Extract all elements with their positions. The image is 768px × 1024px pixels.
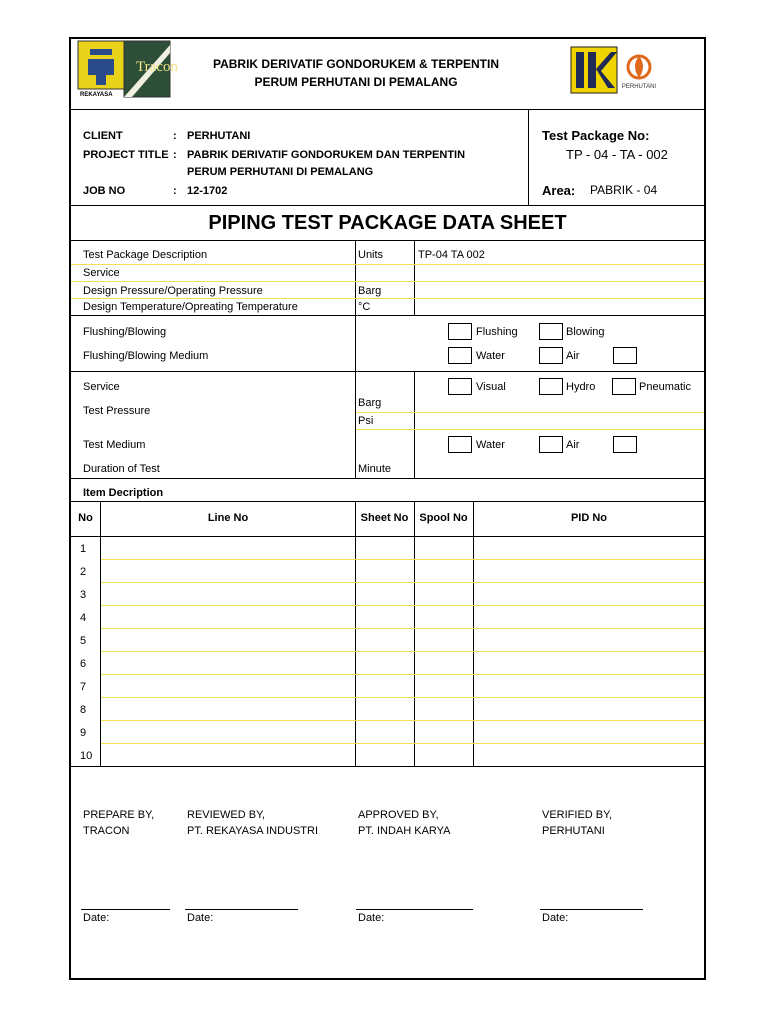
verified-signature-line	[540, 909, 643, 910]
hydro-checkbox[interactable]	[539, 378, 563, 395]
service-label: Service	[83, 267, 120, 279]
verified-by-company: PERHUTANI	[542, 825, 605, 837]
column-header-sheet-no: Sheet No	[360, 512, 409, 524]
duration-unit: Minute	[358, 463, 392, 475]
header-title-line1: PABRIK DERIVATIF GONDORUKEM & TERPENTIN	[212, 57, 499, 71]
perhutani-logo	[619, 52, 659, 92]
tracon-logo-text: Tracon	[136, 59, 178, 75]
column-header-no: No	[78, 512, 93, 524]
row-divider	[101, 697, 704, 698]
job-label: JOB NO	[83, 185, 126, 197]
flushing-air-checkbox[interactable]	[539, 347, 563, 364]
reviewed-date-label: Date:	[187, 912, 214, 924]
row-number: 2	[80, 566, 87, 578]
design-pressure-label: Design Pressure/Operating Pressure	[83, 285, 263, 297]
flushing-other-checkbox[interactable]	[613, 347, 637, 364]
prepared-date-label: Date:	[83, 912, 110, 924]
row-number: 7	[80, 681, 87, 693]
approved-date-label: Date:	[358, 912, 385, 924]
flushing-water-label: Water	[476, 350, 505, 362]
flushing-blowing-label: Flushing/Blowing	[83, 326, 167, 338]
test-package-value: TP - 04 - TA - 002	[566, 147, 668, 162]
test-package-label: Test Package No:	[542, 128, 650, 143]
pneumatic-option-label: Pneumatic	[639, 381, 691, 393]
flushing-checkbox[interactable]	[448, 323, 472, 340]
row-number: 4	[80, 612, 87, 624]
row-divider	[101, 720, 704, 721]
flushing-option-label: Flushing	[476, 326, 518, 338]
row-divider	[101, 674, 704, 675]
row-divider	[101, 628, 704, 629]
row-divider	[101, 582, 704, 583]
approved-signature-line	[356, 909, 473, 910]
test-pressure-label: Test Pressure	[83, 405, 151, 417]
area-value: PABRIK - 04	[590, 183, 658, 197]
row-number: 8	[80, 704, 87, 716]
units-label: Units	[358, 249, 384, 261]
reviewed-signature-line	[185, 909, 298, 910]
row-number: 1	[80, 543, 87, 555]
test-other-checkbox[interactable]	[613, 436, 637, 453]
test-medium-label: Test Medium	[83, 439, 146, 451]
item-description-label: Item Decription	[83, 487, 164, 499]
project-label: PROJECT TITLE	[83, 149, 169, 161]
row-divider	[101, 559, 704, 560]
project-colon: :	[173, 149, 177, 161]
blowing-option-label: Blowing	[566, 326, 605, 338]
prepared-signature-line	[81, 909, 170, 910]
row-divider	[101, 605, 704, 606]
test-pressure-unit-psi: Psi	[358, 415, 374, 427]
ik-logo-text: IK	[577, 50, 578, 51]
ik-logo	[571, 47, 617, 93]
duration-label: Duration of Test	[83, 463, 160, 475]
design-temperature-unit: °C	[358, 301, 371, 313]
flushing-medium-label: Flushing/Blowing Medium	[83, 350, 209, 362]
rekayasa-logo-text: REKAYASA	[80, 92, 113, 98]
row-number: 3	[80, 589, 87, 601]
prepared-by-label: PREPARE BY,	[83, 809, 155, 821]
row-number: 9	[80, 727, 87, 739]
test-water-label: Water	[476, 439, 505, 451]
area-label: Area:	[542, 183, 576, 198]
approved-by-company: PT. INDAH KARYA	[358, 825, 451, 837]
row-number: 10	[80, 750, 93, 762]
design-temperature-label: Design Temperature/Opreating Temperature	[83, 301, 298, 313]
prepared-by-company: TRACON	[83, 825, 130, 837]
flushing-water-checkbox[interactable]	[448, 347, 472, 364]
client-colon: :	[173, 130, 177, 142]
approved-by-label: APPROVED BY,	[358, 809, 439, 821]
test-pressure-unit-barg: Barg	[358, 397, 382, 409]
project-value-line2: PERUM PERHUTANI DI PEMALANG	[187, 166, 374, 178]
header-title-line2: PERUM PERHUTANI DI PEMALANG	[254, 75, 458, 89]
job-value: 12-1702	[187, 185, 228, 197]
column-header-spool-no: Spool No	[419, 512, 468, 524]
visual-checkbox[interactable]	[448, 378, 472, 395]
row-divider	[101, 651, 704, 652]
column-header-line-no: Line No	[207, 512, 249, 524]
client-value: PERHUTANI	[187, 130, 251, 142]
reviewed-by-label: REVIEWED BY,	[187, 809, 266, 821]
verified-date-label: Date:	[542, 912, 569, 924]
blowing-checkbox[interactable]	[539, 323, 563, 340]
hydro-option-label: Hydro	[566, 381, 596, 393]
sheet-title: PIPING TEST PACKAGE DATA SHEET	[208, 212, 567, 234]
test-package-description-value: TP-04 TA 002	[418, 249, 485, 261]
test-water-checkbox[interactable]	[448, 436, 472, 453]
row-number: 6	[80, 658, 87, 670]
test-package-description-label: Test Package Description	[83, 249, 208, 261]
visual-option-label: Visual	[476, 381, 506, 393]
client-label: CLIENT	[83, 130, 123, 142]
flushing-air-label: Air	[566, 350, 580, 362]
row-divider	[101, 743, 704, 744]
perhutani-logo-text: PERHUTANI	[621, 84, 657, 90]
test-air-checkbox[interactable]	[539, 436, 563, 453]
row-number: 5	[80, 635, 87, 647]
test-air-label: Air	[566, 439, 580, 451]
reviewed-by-company: PT. REKAYASA INDUSTRI	[187, 825, 319, 837]
document-frame	[69, 37, 706, 980]
test-service-label: Service	[83, 381, 120, 393]
pneumatic-checkbox[interactable]	[612, 378, 636, 395]
job-colon: :	[173, 185, 177, 197]
verified-by-label: VERIFIED BY,	[542, 809, 613, 821]
design-pressure-unit: Barg	[358, 285, 382, 297]
project-value-line1: PABRIK DERIVATIF GONDORUKEM DAN TERPENTIN	[187, 149, 466, 161]
column-header-pid-no: PID No	[570, 512, 608, 524]
